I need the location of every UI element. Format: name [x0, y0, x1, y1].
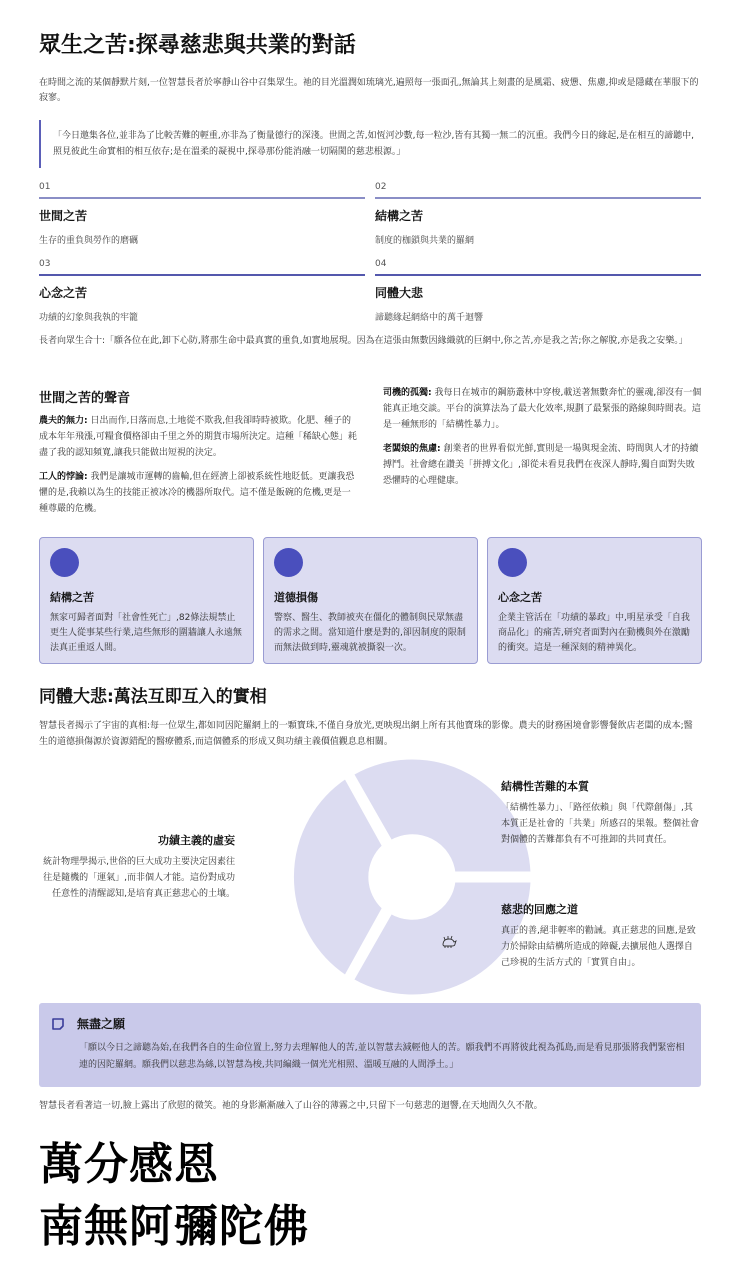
section-subtitle: 功績的幻象與我執的牢籠 — [39, 313, 139, 323]
section-item-02 — [375, 182, 701, 246]
voice-item — [383, 385, 703, 433]
voice-text: 日出而作,日落而息,土地從不欺我,但我卻時時被欺。化肥、種子的成本年年飛漲,可糧食價格卻由千里之外的期貨市場所決定。這種「稀缺心態」耗盡了我的認知頻寬,讓我只能做出短視的決定。 — [39, 416, 357, 458]
annotation-structural — [501, 780, 701, 848]
annotation-title: 結構性苦難的本質 — [501, 780, 589, 793]
section-number: 01 — [39, 182, 51, 192]
section-item-03 — [39, 259, 365, 323]
voice-item — [39, 413, 359, 461]
card-body: 警察、醫生、教師被夾在僵化的體制與民眾無盡的需求之間。當知道什麼是對的,卻因制度的限制而無法做到時,靈魂就被撕裂一次。 — [274, 613, 466, 653]
voice-text: 我每日在城市的鋼筋叢林中穿梭,載送著無數奔忙的靈魂,卻沒有一個能真正地交談。平台的演算法為了最大化效率,規劃了最緊張的路線與時間表。這是一種無形的「結構性暴力」。 — [383, 388, 702, 430]
card-structural — [39, 537, 254, 664]
closing-chant: 南無阿彌陀佛 — [39, 1201, 309, 1252]
voice-item — [383, 441, 703, 489]
section-item-04 — [375, 259, 701, 323]
interbeing-paragraph: 智慧長者揭示了宇宙的真相:每一位眾生,都如同因陀羅網上的一顆寶珠,不僅自身放光,更映現出網上所有其他寶珠的影像。農夫的財務困境會影響餐飲店老闆的成本;醫生的道德損傷源於資源錯配的醫療體系,而這個體系的形成又與功績主義價值觀息息相關。 — [39, 721, 693, 747]
closing-gratitude: 萬分感恩 — [39, 1139, 219, 1190]
section-divider — [39, 197, 365, 199]
voice-text: 我們是讓城市運轉的齒輪,但在經濟上卻被系統性地貶低。更讓我恐懼的是,我賴以為生的技能正被冰冷的機器所取代。這不僅是飯碗的危機,更是一種尊嚴的危機。 — [39, 472, 355, 514]
voices-right-column — [383, 385, 703, 497]
voice-speaker: 農夫的無力: — [39, 416, 88, 426]
section-subtitle: 生存的重負與勞作的磨礪 — [39, 236, 139, 246]
annotation-title: 功績主義的虛妄 — [158, 834, 235, 847]
elder-speech: 長者向眾生合十:「願各位在此,卸下心防,將那生命中最真實的重負,如實地展現。因為在這張由無數因緣織就的巨網中,你之苦,亦是我之苦;你之解脫,亦是我之安樂。」 — [39, 336, 688, 346]
card-body: 無家可歸者面對「社會性死亡」,82條法規禁止更生人從事某些行業,這些無形的圍牆讓人永遠無法真正重返人間。 — [50, 613, 242, 653]
voice-speaker: 工人的悖論: — [39, 472, 88, 482]
section-number: 03 — [39, 259, 51, 269]
section-number: 02 — [375, 182, 387, 192]
section-title: 同體大悲 — [375, 286, 424, 300]
circle-icon — [50, 548, 79, 577]
voice-speaker: 老闆娘的焦慮: — [383, 444, 441, 454]
voice-item — [39, 469, 359, 517]
section-title: 心念之苦 — [39, 286, 88, 300]
annotation-body: 統計物理學揭示,世俗的巨大成功主要決定因素往往是隨機的「運氣」,而非個人才能。這份對成功任意性的清醒認知,是培育真正慈悲心的土壤。 — [43, 857, 235, 899]
section-number: 04 — [375, 259, 387, 269]
voices-left-column — [39, 413, 359, 525]
vow-title: 無盡之願 — [77, 1017, 126, 1031]
voice-text: 創業者的世界看似光鮮,實則是一場與現金流、時間與人才的持續搏鬥。社會總在讚美「拼搏文化」,卻從未看見我們在夜深人靜時,獨自面對失敗恐懼時的心理健康。 — [383, 444, 699, 486]
section-title: 世間之苦 — [39, 209, 88, 223]
note-icon — [51, 1017, 65, 1031]
voice-speaker: 司機的孤獨: — [383, 388, 432, 398]
card-moral-injury — [263, 537, 478, 664]
ending-paragraph: 智慧長者看著這一切,臉上露出了欣慰的微笑。祂的身影漸漸融入了山谷的薄霧之中,只留下一句慈悲的迴響,在天地間久久不散。 — [39, 1101, 543, 1111]
annotation-body: 真正的善,絕非輕率的勸誡。真正慈悲的回應,是致力於掃除由結構所造成的障礙,去擴展他人選擇自己珍視的生活方式的「實質自由」。 — [501, 926, 696, 968]
interbeing-donut — [292, 757, 532, 997]
elder-quote: 「今日邀集各位,並非為了比較苦難的輕重,亦非為了衡量德行的深淺。世間之苦,如恆河沙數,每一粒沙,皆有其獨一無二的沉重。我們今日的緣起,是在相互的諦聽中,照見彼此生命實相的相互依存;是在溫柔的凝視中,探尋那份能消融一切隔閡的慈悲根源。」 — [39, 120, 701, 168]
section-subtitle: 制度的枷鎖與共業的羅網 — [375, 236, 475, 246]
card-body: 企業主管活在「功績的暴政」中,明星承受「自我商品化」的痛苦,研究者面對內在動機與外在激勵的衝突。這是一種深刻的精神異化。 — [498, 613, 690, 653]
section-subtitle: 諦聽緣起網絡中的萬千迴響 — [375, 313, 484, 323]
vow-body: 「願以今日之諦聽為始,在我們各自的生命位置上,努力去理解他人的苦,並以智慧去減輕他人的苦。願我們不再將彼此視為孤島,而是看見那張將我們緊密相連的因陀羅網。願我們以慈悲為絲,以智慧為梭,共同編織一個光光相照、溫暖互融的人間淨土。」 — [79, 1043, 685, 1070]
page-title: 眾生之苦:探尋慈悲與共業的對話 — [39, 33, 356, 58]
annotation-title: 慈悲的回應之道 — [501, 903, 578, 916]
annotation-body: 「結構性暴力」、「路徑依賴」與「代際創傷」,其本質正是社會的「共業」所感召的果報。整個社會對個體的苦難都負有不可推卸的共同責任。 — [501, 803, 700, 845]
card-title: 結構之苦 — [50, 591, 94, 604]
circle-icon — [274, 548, 303, 577]
card-mind — [487, 537, 702, 664]
annotation-meritocracy — [35, 834, 235, 902]
section-title: 結構之苦 — [375, 209, 424, 223]
card-title: 道德損傷 — [274, 591, 318, 604]
section-item-01 — [39, 182, 365, 246]
vow-callout — [39, 1003, 701, 1087]
section-divider — [375, 197, 701, 199]
voices-title: 世間之苦的聲音 — [39, 391, 131, 406]
circle-icon — [498, 548, 527, 577]
section-divider — [375, 274, 701, 276]
vow-header — [51, 1015, 689, 1032]
section-divider — [39, 274, 365, 276]
intro-paragraph: 在時間之流的某個靜默片刻,一位智慧長者於寧靜山谷中召集眾生。祂的目光溫潤如琉璃光,遍照每一張面孔,無論其上刻畫的是風霜、疲憊、焦慮,抑或是隱藏在華服下的寂寥。 — [39, 78, 699, 103]
annotation-compassion — [501, 903, 701, 971]
card-title: 心念之苦 — [498, 591, 542, 604]
interbeing-title: 同體大悲:萬法互即互入的實相 — [39, 687, 267, 707]
